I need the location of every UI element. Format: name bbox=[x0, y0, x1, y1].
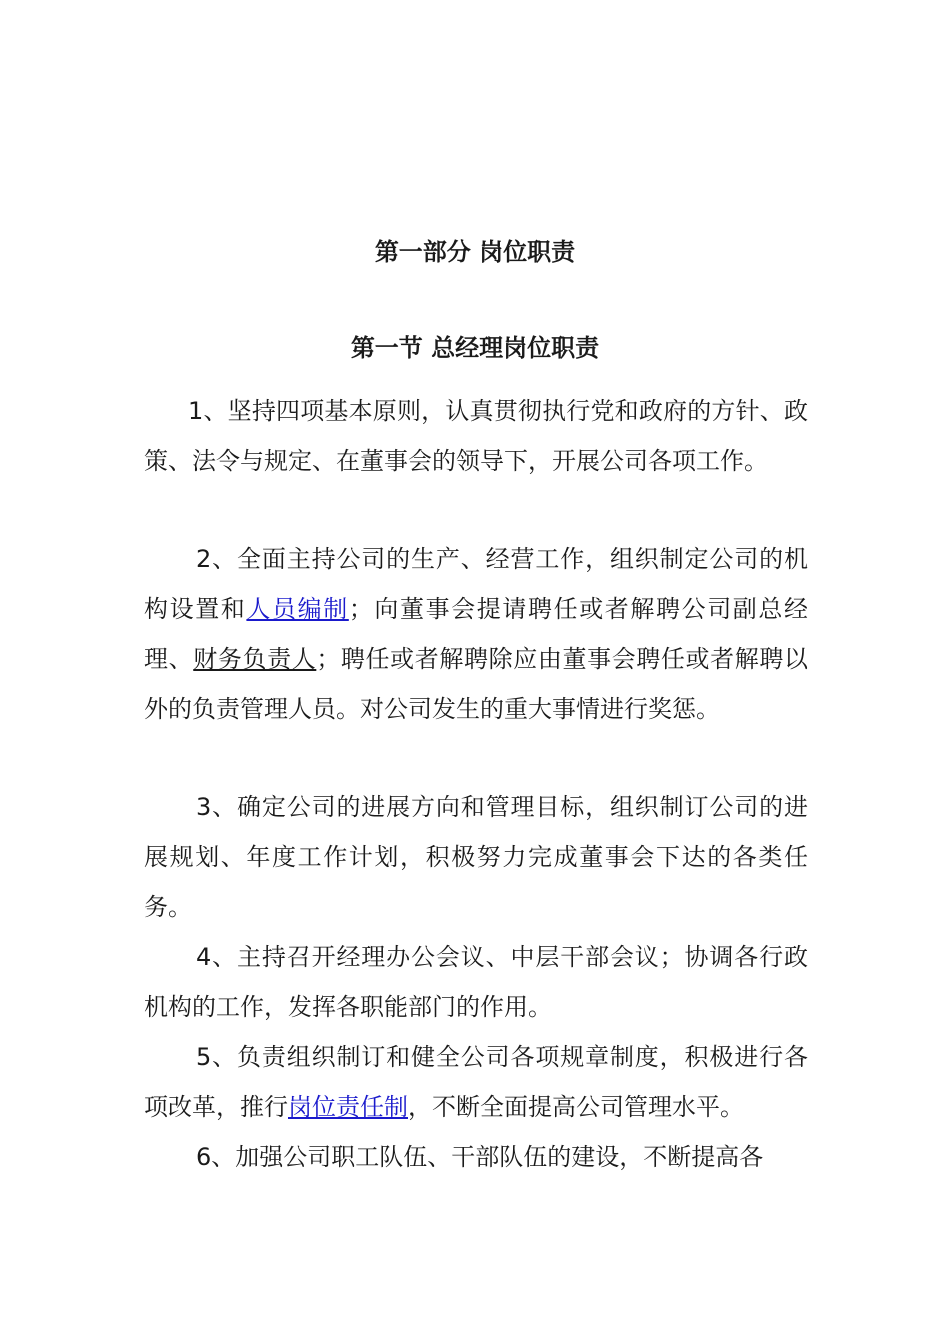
paragraph-3-text: 3、确定公司的进展方向和管理目标，组织制订公司的进展规划、年度工作计划，积极努力完成董事会下达的各类任务。 bbox=[144, 793, 808, 921]
paragraph-3 bbox=[144, 782, 808, 932]
paragraph-2-text-start: 2、全面主持公司的生产、经营工作，组织制定公司的机构设置和 bbox=[144, 545, 808, 623]
paragraph-4-text: 4、主持召开经理办公会议、中层干部会议；协调各行政机构的工作，发挥各职能部门的作用。 bbox=[144, 943, 808, 1021]
paragraph-2-text-mid: ；向董事会提请聘任或者解聘公司副总经理、 bbox=[144, 595, 809, 673]
link-post-responsibility-system[interactable]: 岗位责任制 bbox=[288, 1093, 408, 1121]
paragraph-5-text-start: 5、负责组织制订和健全公司各项规章制度，积极进行各项改革，推行 bbox=[144, 1043, 808, 1121]
paragraph-6-text: 6、加强公司职工队伍、干部队伍的建设，不断提高各 bbox=[196, 1143, 764, 1171]
link-staffing[interactable]: 人员编制 bbox=[246, 595, 349, 623]
paragraph-1-text: 1、坚持四项基本原则，认真贯彻执行党和政府的方针、政策、法令与规定、在董事会的领导下，开展公司各项工作。 bbox=[144, 397, 808, 475]
paragraph-5 bbox=[144, 1032, 808, 1132]
paragraph-6 bbox=[144, 1132, 808, 1182]
paragraph-2-text-end: ；聘任或者解聘除应由董事会聘任或者解聘以外的负责管理人员。对公司发生的重大事情进行奖惩。 bbox=[144, 645, 809, 723]
paragraph-4 bbox=[144, 932, 808, 1032]
section-title: 第一节 总经理岗位职责 bbox=[350, 334, 600, 362]
paragraph-1 bbox=[144, 386, 808, 486]
paragraph-5-text-end: ，不断全面提高公司管理水平。 bbox=[408, 1093, 744, 1121]
underlined-finance-head: 财务负责人 bbox=[193, 645, 317, 673]
paragraph-2 bbox=[144, 534, 808, 734]
part-title: 第一部分 岗位职责 bbox=[374, 238, 576, 266]
